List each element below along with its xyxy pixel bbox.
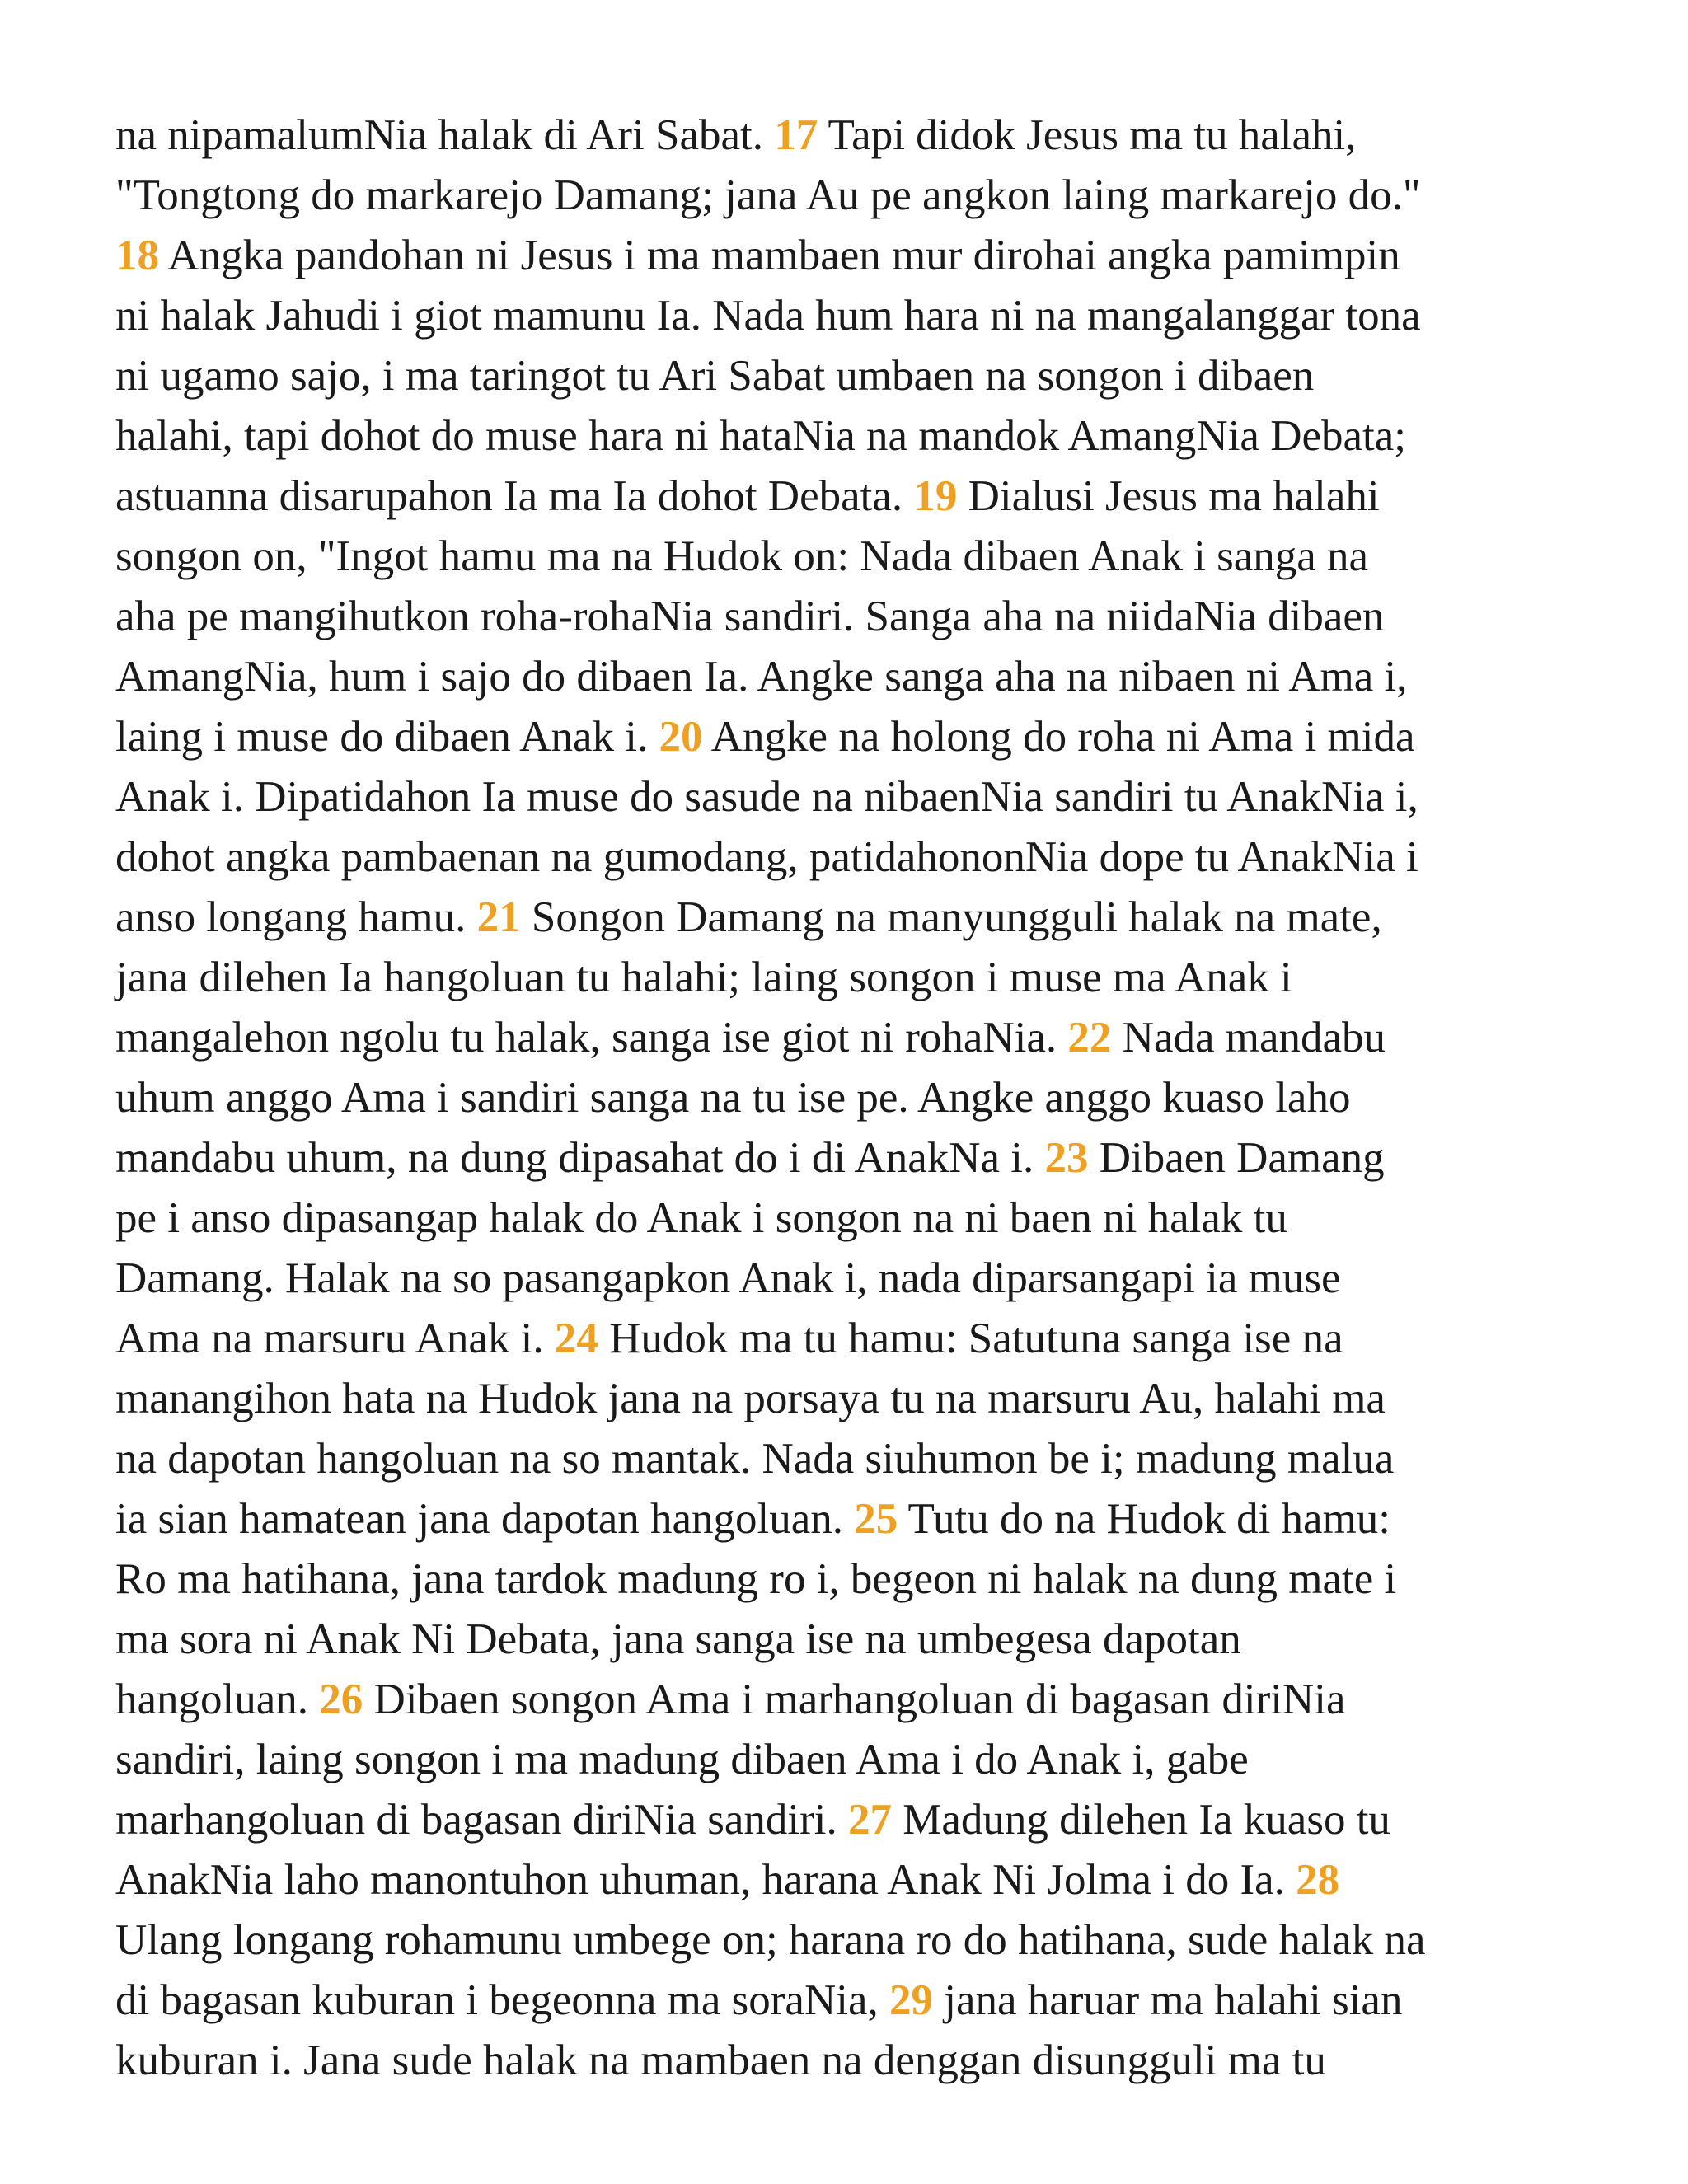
text-line: [115, 1429, 1582, 1489]
verse-text: di bagasan kuburan i begeonna ma soraNia,: [115, 1976, 889, 2024]
text-line: [115, 1188, 1582, 1249]
verse-text: "Tongtong do markarejo Damang; jana Au pe angkon laing markarejo do.": [115, 171, 1421, 219]
verse-text: pe i anso dipasangap halak do Anak i songon na ni baen ni halak tu: [115, 1194, 1287, 1242]
verse-number: 18: [115, 232, 159, 279]
text-line: [115, 1549, 1582, 1610]
text-line: [115, 346, 1582, 406]
verse-text: manangihon hata na Hudok jana na porsaya tu na marsuru Au, halahi ma: [115, 1375, 1386, 1422]
text-line: [115, 1910, 1582, 1971]
verse-text: anso longang hamu.: [115, 893, 477, 941]
document-page: [115, 105, 1582, 2091]
text-line: [115, 286, 1582, 346]
verse-text: Hudok ma tu hamu: Satutuna sanga ise na: [598, 1315, 1343, 1362]
text-line: [115, 1670, 1582, 1730]
text-line: [115, 105, 1582, 166]
verse-text: Tapi didok Jesus ma tu halahi,: [818, 111, 1357, 159]
text-line: [115, 827, 1582, 888]
verse-text: Ro ma hatihana, jana tardok madung ro i, begeon ni halak na dung mate i: [115, 1555, 1397, 1603]
text-line: [115, 1309, 1582, 1369]
verse-text: astuanna disarupahon Ia ma Ia dohot Debata.: [115, 472, 914, 520]
verse-text: ni halak Jahudi i giot mamunu Ia. Nada hum hara ni na mangalanggar tona: [115, 292, 1421, 340]
verse-text: marhangoluan di bagasan diriNia sandiri.: [115, 1796, 848, 1844]
verse-text: ni ugamo sajo, i ma taringot tu Ari Sabat umbaen na songon i dibaen: [115, 352, 1315, 400]
text-line: [115, 466, 1582, 527]
verse-number: 20: [659, 713, 703, 761]
text-line: [115, 1489, 1582, 1549]
text-line: [115, 1610, 1582, 1670]
verse-number: 19: [913, 472, 958, 520]
text-line: [115, 2031, 1582, 2091]
verse-text: Nada mandabu: [1111, 1014, 1386, 1062]
verse-text: jana haruar ma halahi sian: [932, 1976, 1403, 2024]
verse-text: AmangNia, hum i sajo do dibaen Ia. Angke sanga aha na nibaen ni Ama i,: [115, 653, 1408, 701]
verse-text: songon on, "Ingot hamu ma na Hudok on: Nada dibaen Anak i sanga na: [115, 532, 1369, 580]
verse-text: hangoluan.: [115, 1675, 320, 1723]
verse-text: Angka pandohan ni Jesus i ma mambaen mur dirohai angka pamimpin: [159, 232, 1400, 279]
verse-text: Dibaen Damang: [1088, 1134, 1385, 1182]
verse-text: Ama na marsuru Anak i.: [115, 1315, 555, 1362]
text-line: [115, 166, 1582, 226]
text-line: [115, 587, 1582, 647]
verse-number: 22: [1067, 1014, 1112, 1062]
text-line: [115, 1730, 1582, 1790]
text-line: [115, 1068, 1582, 1128]
verse-text: dohot angka pambaenan na gumodang, patidahononNia dope tu AnakNia i: [115, 833, 1418, 881]
verse-text: Dialusi Jesus ma halahi: [957, 472, 1380, 520]
text-line: [115, 1971, 1582, 2031]
text-line: [115, 1249, 1582, 1309]
text-line: [115, 226, 1582, 286]
verse-number: 23: [1044, 1134, 1089, 1182]
verse-number: 21: [476, 893, 521, 941]
verse-text: na nipamalumNia halak di Ari Sabat.: [115, 111, 775, 159]
verse-text: ia sian hamatean jana dapotan hangoluan.: [115, 1495, 855, 1543]
verse-text: Damang. Halak na so pasangapkon Anak i, nada diparsangapi ia muse: [115, 1254, 1341, 1302]
verse-number: 29: [889, 1976, 933, 2024]
verse-text: na dapotan hangoluan na so mantak. Nada siuhumon be i; madung malua: [115, 1435, 1395, 1483]
verse-number: 28: [1296, 1856, 1340, 1904]
text-line: [115, 527, 1582, 587]
verse-number: 26: [319, 1675, 363, 1723]
verse-number: 17: [774, 111, 818, 159]
verse-number: 27: [847, 1796, 892, 1844]
verse-text: jana dilehen Ia hangoluan tu halahi; laing songon i muse ma Anak i: [115, 954, 1292, 1001]
verse-text: AnakNia laho manontuhon uhuman, harana Anak Ni Jolma i do Ia.: [115, 1856, 1296, 1904]
text-line: [115, 1850, 1582, 1910]
verse-text: kuburan i. Jana sude halak na mambaen na denggan disungguli ma tu: [115, 2036, 1326, 2084]
text-line: [115, 1128, 1582, 1188]
verse-text: Madung dilehen Ia kuaso tu: [891, 1796, 1390, 1844]
verse-text: aha pe mangihutkon roha-rohaNia sandiri. Sanga aha na niidaNia dibaen: [115, 593, 1385, 640]
text-line: [115, 1369, 1582, 1429]
text-line: [115, 767, 1582, 827]
verse-number: 25: [854, 1495, 898, 1543]
verse-text: sandiri, laing songon i ma madung dibaen Ama i do Anak i, gabe: [115, 1736, 1249, 1783]
verse-text: Ulang longang rohamunu umbege on; harana ro do hatihana, sude halak na: [115, 1916, 1426, 1964]
verse-text: mandabu uhum, na dung dipasahat do i di AnakNa i.: [115, 1134, 1045, 1182]
text-line: [115, 1008, 1582, 1068]
text-line: [115, 707, 1582, 767]
text-line: [115, 647, 1582, 707]
text-line: [115, 1790, 1582, 1850]
verse-text: halahi, tapi dohot do muse hara ni hataNia na mandok AmangNia Debata;: [115, 412, 1406, 460]
verse-text: uhum anggo Ama i sandiri sanga na tu ise pe. Angke anggo kuaso laho: [115, 1074, 1351, 1122]
verse-number: 24: [554, 1315, 598, 1362]
verse-text: ma sora ni Anak Ni Debata, jana sanga ise na umbegesa dapotan: [115, 1615, 1241, 1663]
verse-text: laing i muse do dibaen Anak i.: [115, 713, 659, 761]
text-line: [115, 888, 1582, 948]
text-line: [115, 948, 1582, 1008]
text-line: [115, 406, 1582, 466]
verse-text: mangalehon ngolu tu halak, sanga ise giot ni rohaNia.: [115, 1014, 1068, 1062]
verse-text: Anak i. Dipatidahon Ia muse do sasude na nibaenNia sandiri tu AnakNia i,: [115, 773, 1418, 821]
verse-text: Songon Damang na manyungguli halak na mate,: [520, 893, 1382, 941]
verse-text: Tutu do na Hudok di hamu:: [898, 1495, 1391, 1543]
verse-text: Dibaen songon Ama i marhangoluan di bagasan diriNia: [363, 1675, 1346, 1723]
verse-text: Angke na holong do roha ni Ama i mida: [702, 713, 1415, 761]
